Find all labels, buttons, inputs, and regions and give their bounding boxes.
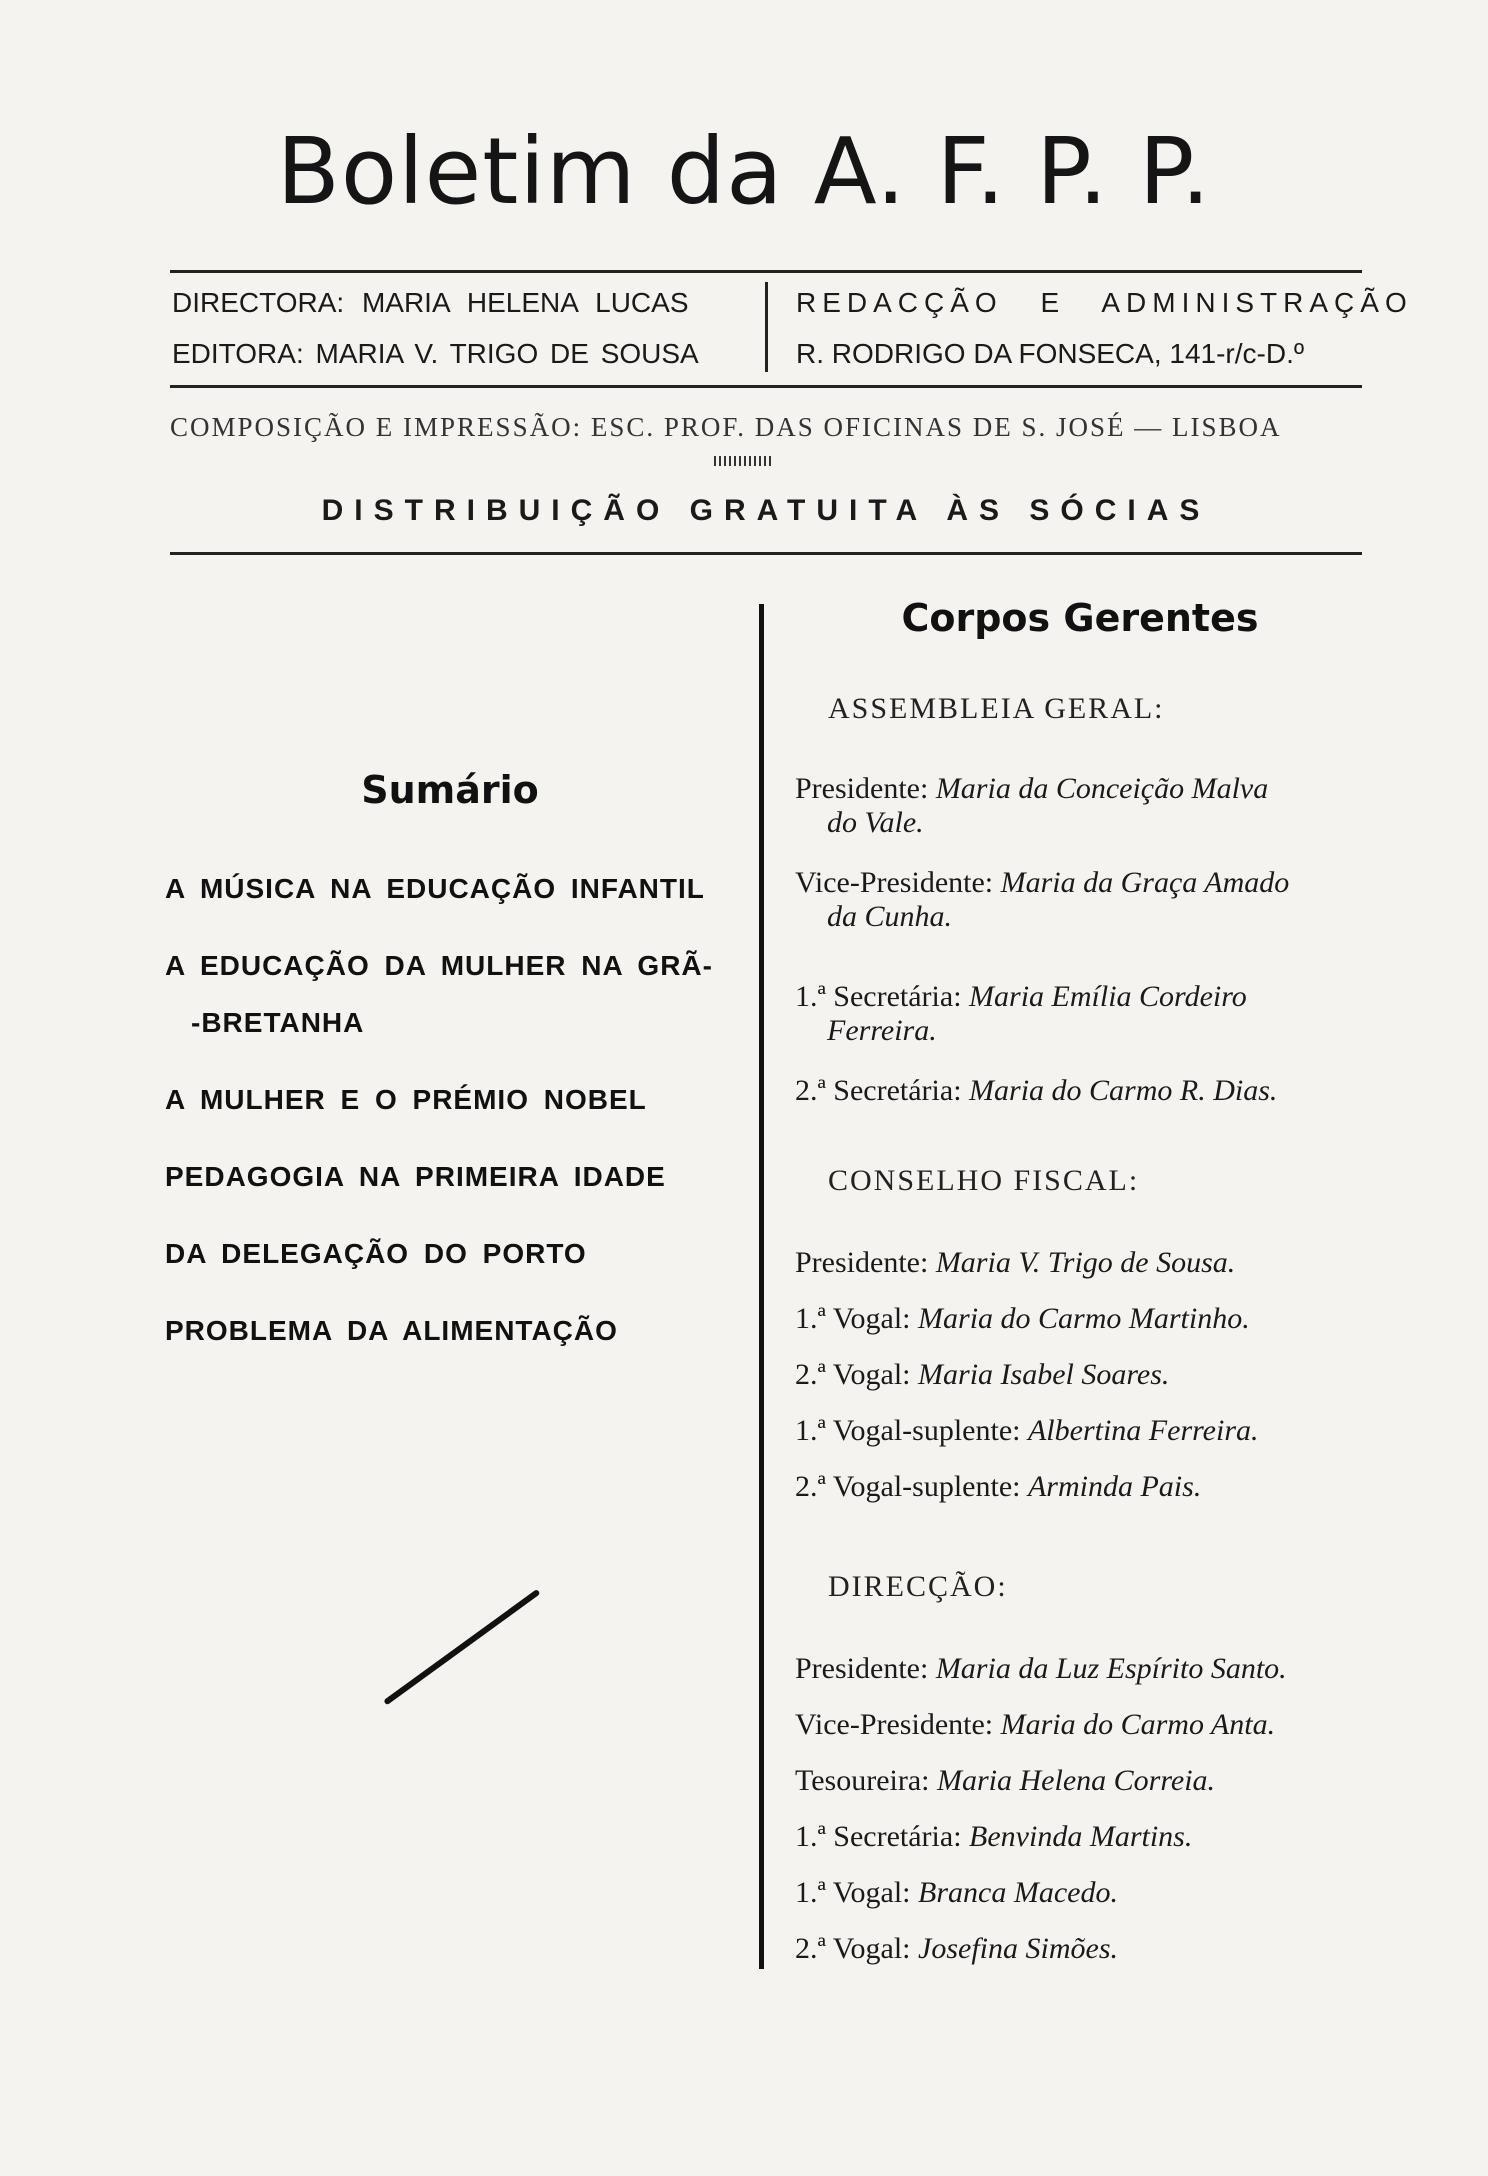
header-divider [765,282,768,372]
entry-name: Maria Emília Cordeiro [969,980,1247,1013]
entry-name: Maria do Carmo Anta. [1000,1708,1276,1741]
entry-role: Presidente: [795,1652,929,1685]
entry-role: Tesoureira: [795,1764,930,1797]
sumario-item: A MÚSICA NA EDUCAÇÃO INFANTIL [165,873,705,904]
direccao-entry [795,1820,1365,1854]
entry-role: 2.ª Secretária: [795,1074,962,1107]
top-rule [170,270,1362,273]
entry-role: 2.ª Vogal: [795,1358,911,1391]
distribuicao-line: DISTRIBUIÇÃO GRATUITA ÀS SÓCIAS [321,494,1211,527]
sumario-item: PROBLEMA DA ALIMENTAÇÃO [165,1315,618,1346]
sumario-item: PEDAGOGIA NA PRIMEIRA IDADE [165,1161,666,1192]
entry-role: 1.ª Vogal: [795,1876,911,1909]
column-divider [759,604,764,1969]
entry-role: 1.ª Vogal: [795,1302,911,1335]
entry-name: Maria do Carmo Martinho. [918,1302,1250,1335]
entry-role: 2.ª Vogal-suplente: [795,1470,1021,1503]
conselho-entry [795,1358,1365,1392]
corpos-title: Corpos Gerentes [901,596,1259,640]
sumario-item: DA DELEGAÇÃO DO PORTO [165,1238,587,1269]
entry-name: Benvinda Martins. [969,1820,1193,1853]
sumario-item: A EDUCAÇÃO DA MULHER NA GRÃ- -BRETANHA [165,950,713,1038]
entry-name: Josefina Simões. [918,1932,1118,1965]
sumario-list [165,860,745,1379]
pen-stroke-mark [383,1589,540,1706]
directora-line: DIRECTORA: MARIA HELENA LUCAS [172,287,689,318]
direccao-entry [795,1652,1365,1686]
sumario-item: A MULHER E O PRÉMIO NOBEL [165,1084,647,1115]
conselho-entry [795,1302,1365,1336]
entry-name-cont: do Vale. [827,806,924,839]
entry-name: Maria da Graça Amado [1000,866,1290,899]
ornament-divider [714,456,774,466]
bottom-rule [170,552,1362,555]
entry-name: Maria do Carmo R. Dias. [969,1074,1278,1107]
entry-role: 1.ª Secretária: [795,1820,962,1853]
page-title: Boletim da A. F. P. P. [276,118,1212,225]
entry-name: Albertina Ferreira. [1027,1414,1259,1447]
entry-role: 1.ª Secretária: [795,980,962,1013]
entry-name: Branca Macedo. [918,1876,1118,1909]
sumario-title: Sumário [361,768,539,812]
entry-role: 2.ª Vogal: [795,1932,911,1965]
conselho-entry [795,1246,1365,1280]
conselho-entry [795,1414,1365,1448]
impressao-line: COMPOSIÇÃO E IMPRESSÃO: ESC. PROF. DAS OFICINAS DE S. JOSÉ — LISBOA [170,412,1282,442]
entry-name: Maria Isabel Soares. [918,1358,1170,1391]
entry-role: Presidente: [795,1246,929,1279]
entry-name: Maria da Conceição Malva [935,772,1269,805]
entry-role: Presidente: [795,772,929,805]
conselho-heading: CONSELHO FISCAL: [828,1164,1140,1197]
assembleia-entry [795,980,1365,1048]
redaccao-line: REDACÇÃO E ADMINISTRAÇÃO [796,287,1413,318]
entry-name: Maria V. Trigo de Sousa. [935,1246,1236,1279]
editora-line: EDITORA: MARIA V. TRIGO DE SOUSA [172,338,699,369]
direccao-entry [795,1708,1365,1742]
entry-name: Maria da Luz Espírito Santo. [935,1652,1287,1685]
entry-role: Vice-Presidente: [795,866,994,899]
assembleia-heading: ASSEMBLEIA GERAL: [828,692,1165,725]
assembleia-entry [795,772,1365,840]
direccao-entry [795,1876,1365,1910]
direccao-entry [795,1932,1365,1966]
conselho-entry [795,1470,1365,1504]
entry-name: Maria Helena Correia. [937,1764,1216,1797]
morada-line: R. RODRIGO DA FONSECA, 141-r/c-D.º [796,338,1305,369]
entry-name-cont: da Cunha. [827,900,953,933]
entry-role: Vice-Presidente: [795,1708,994,1741]
direccao-heading: DIRECÇÃO: [828,1570,1008,1603]
entry-role: 1.ª Vogal-suplente: [795,1414,1021,1447]
assembleia-entry [795,1074,1365,1108]
mid-rule [170,385,1362,388]
entry-name-cont: Ferreira. [827,1014,937,1047]
assembleia-entry [795,866,1365,934]
entry-name: Arminda Pais. [1027,1470,1202,1503]
direccao-entry [795,1764,1365,1798]
